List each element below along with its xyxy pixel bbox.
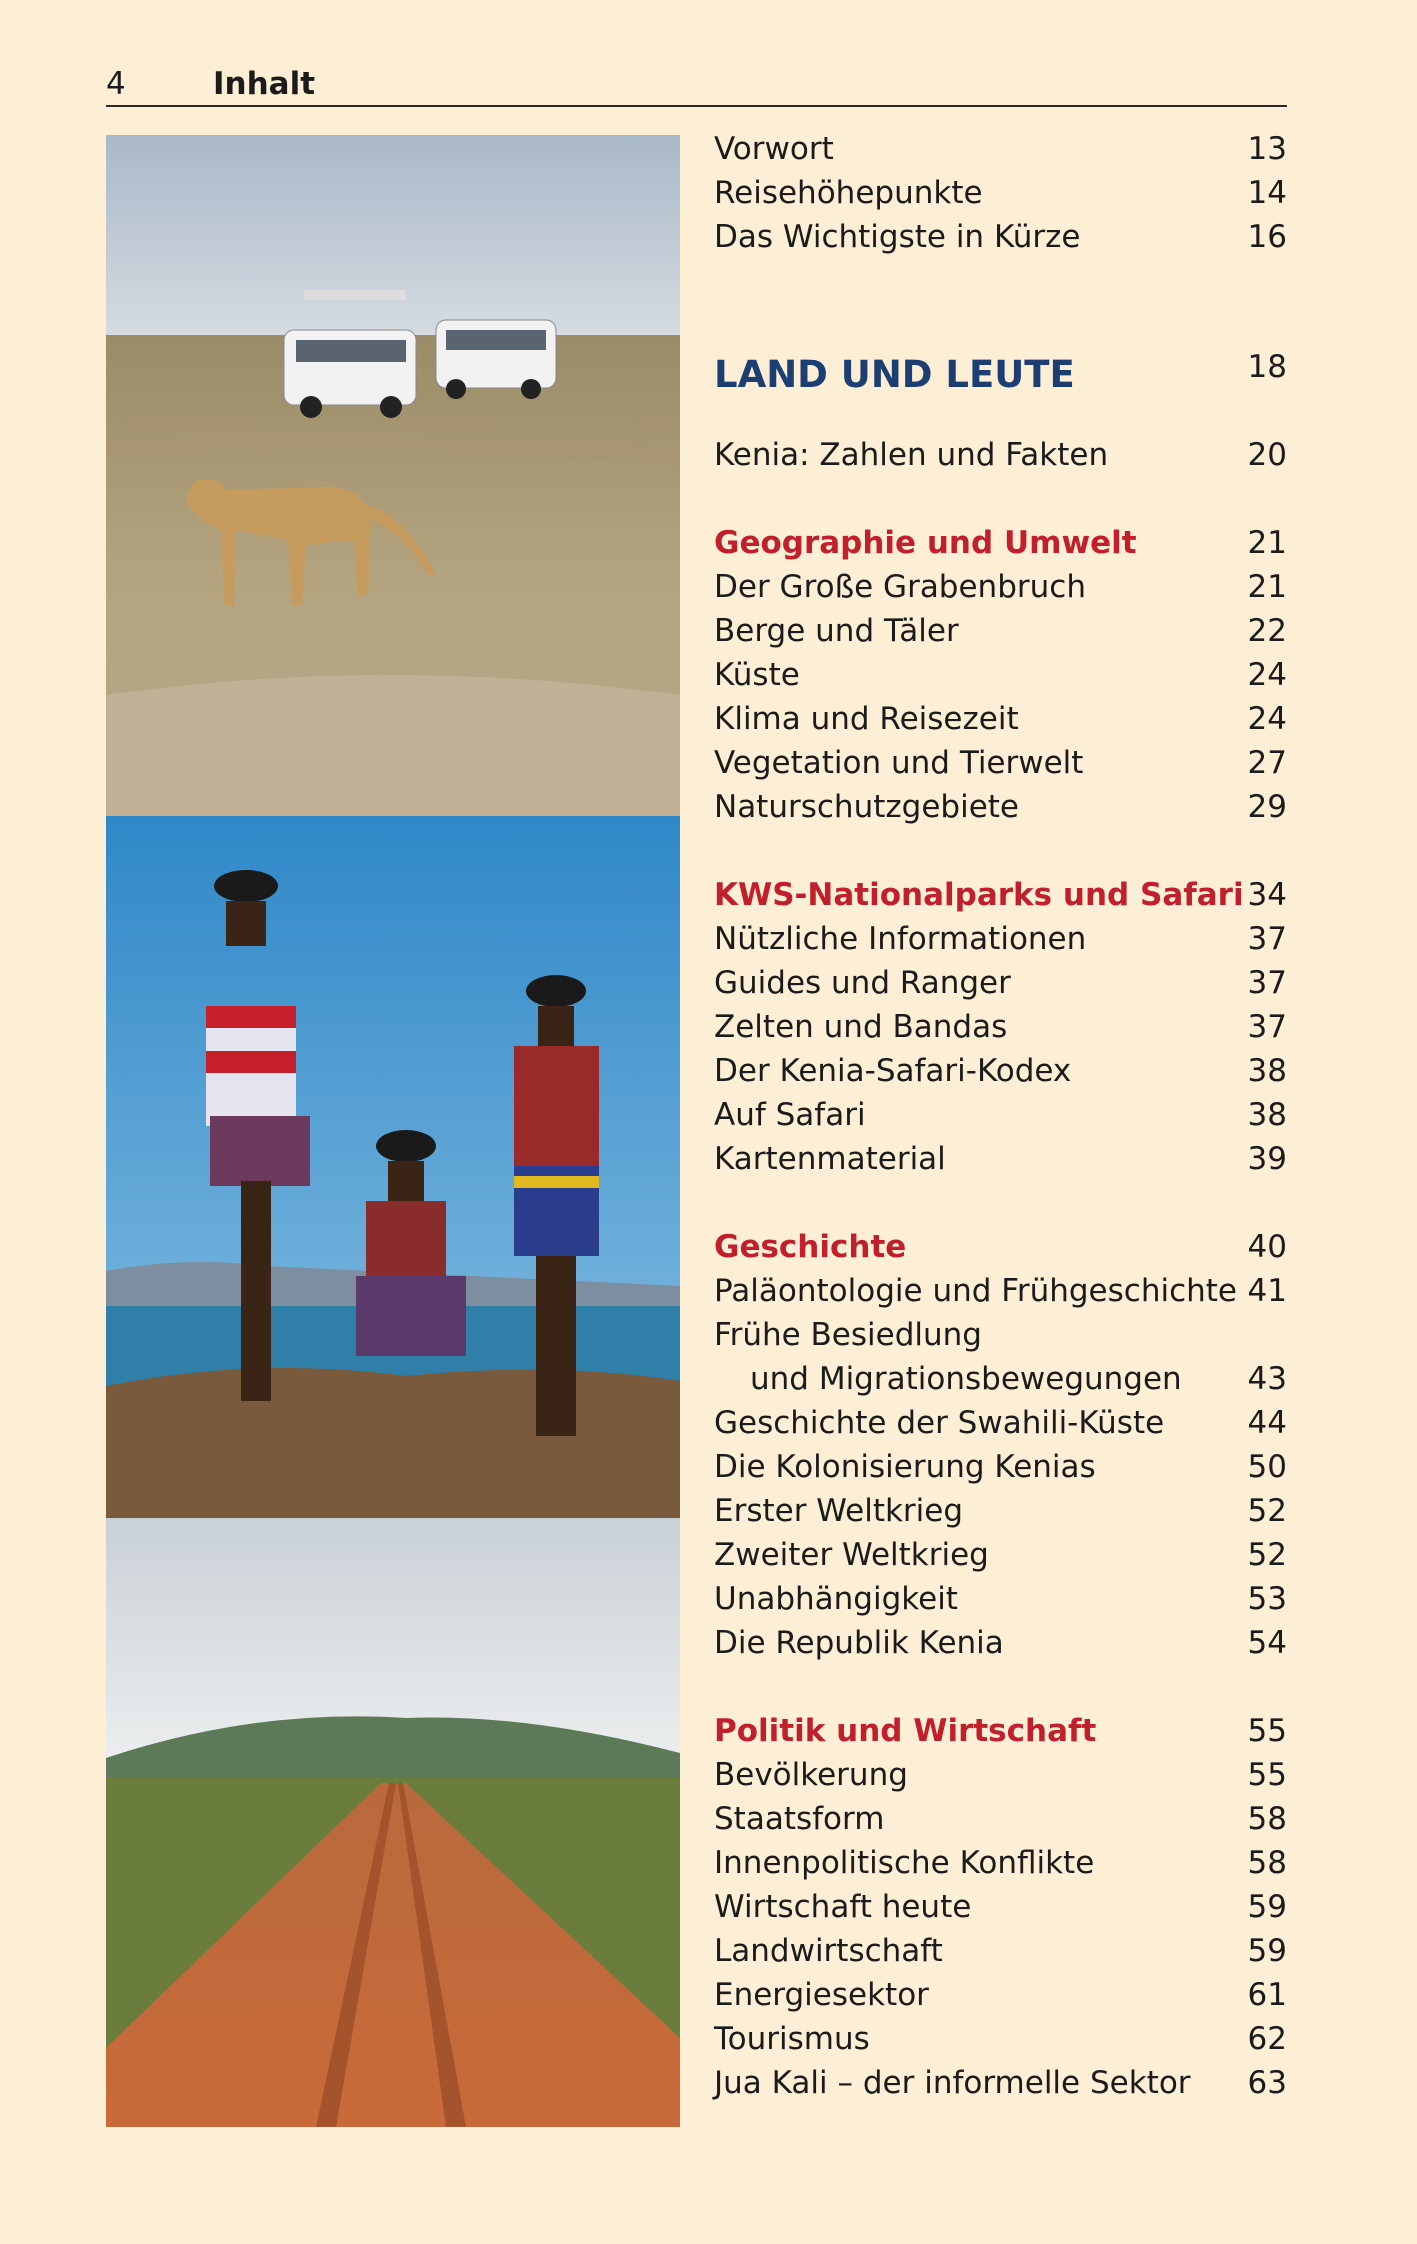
toc-entry-page: 29 <box>1247 789 1287 825</box>
toc-entry[interactable] <box>714 2061 1287 2105</box>
toc-entry[interactable] <box>714 917 1287 961</box>
toc-entry[interactable] <box>714 1401 1287 1445</box>
toc-entry-title: Energiesektor <box>714 1977 929 2013</box>
toc-entry-page: 54 <box>1247 1625 1287 1661</box>
chapter-title: LAND UND LEUTE <box>714 353 1075 396</box>
toc-entry-page: 61 <box>1247 1977 1287 2013</box>
toc-entry-title: Wirtschaft heute <box>714 1889 972 1925</box>
toc-entry[interactable] <box>714 1797 1287 1841</box>
toc-entry[interactable] <box>714 1533 1287 1577</box>
toc-entry-title: Zelten und Bandas <box>714 1009 1008 1045</box>
toc-entry[interactable] <box>714 433 1287 477</box>
toc-entry-title: Der Große Grabenbruch <box>714 569 1086 605</box>
safari-vans-lioness-photo <box>106 135 680 816</box>
section-title: Geschichte <box>714 1229 907 1265</box>
toc-entry-title: Küste <box>714 657 800 693</box>
toc-entry-page: 58 <box>1247 1801 1287 1837</box>
toc-entry-title: Innenpolitische Konflikte <box>714 1845 1095 1881</box>
toc-entry[interactable] <box>714 961 1287 1005</box>
section-heading[interactable] <box>714 873 1287 917</box>
toc-entry[interactable] <box>714 1885 1287 1929</box>
toc-entry-page: 21 <box>1247 569 1287 605</box>
toc-entry-page: 62 <box>1247 2021 1287 2057</box>
toc-entry[interactable] <box>714 1973 1287 2017</box>
toc-entry-title: Staatsform <box>714 1801 885 1837</box>
toc-entry[interactable] <box>714 1357 1287 1401</box>
header-divider <box>106 105 1287 107</box>
section-page: 21 <box>1247 525 1287 561</box>
toc-entry-page: 22 <box>1247 613 1287 649</box>
toc-entry-page: 44 <box>1247 1405 1287 1441</box>
toc-entry-title: Der Kenia-Safari-Kodex <box>714 1053 1072 1089</box>
toc-entry-page: 37 <box>1247 1009 1287 1045</box>
toc-entry-page: 13 <box>1247 131 1287 167</box>
toc-entry-title: Paläontologie und Frühgeschichte <box>714 1273 1238 1309</box>
toc-entry-title: Klima und Reisezeit <box>714 701 1019 737</box>
toc-entry-title: Zweiter Weltkrieg <box>714 1537 989 1573</box>
toc-entry[interactable] <box>714 1489 1287 1533</box>
toc-entry-page: 37 <box>1247 921 1287 957</box>
toc-entry[interactable] <box>714 1929 1287 1973</box>
toc-entry-title: Bevölkerung <box>714 1757 908 1793</box>
toc-entry-title: Erster Weltkrieg <box>714 1493 964 1529</box>
toc-entry[interactable] <box>714 1137 1287 1181</box>
toc-entry-page: 59 <box>1247 1889 1287 1925</box>
tribesmen-lake-photo <box>106 816 680 1518</box>
toc-entry-page: 52 <box>1247 1537 1287 1573</box>
toc-entry-page: 24 <box>1247 701 1287 737</box>
toc-entry[interactable] <box>714 1445 1287 1489</box>
toc-entry-title: Reisehöhepunkte <box>714 175 983 211</box>
toc-entry-page: 24 <box>1247 657 1287 693</box>
toc-entry-page: 20 <box>1247 437 1287 473</box>
toc-entry[interactable] <box>714 1269 1287 1313</box>
toc-entry-title: Geschichte der Swahili-Küste <box>714 1405 1165 1441</box>
toc-entry-title: Naturschutzgebiete <box>714 789 1019 825</box>
toc-entry-page: 27 <box>1247 745 1287 781</box>
toc-entry-page: 38 <box>1247 1097 1287 1133</box>
page-header <box>106 64 1286 104</box>
toc-entry-page: 14 <box>1247 175 1287 211</box>
toc-entry[interactable] <box>714 1753 1287 1797</box>
toc-entry[interactable] <box>714 609 1287 653</box>
toc-entry-page: 63 <box>1247 2065 1287 2101</box>
header-title: Inhalt <box>213 66 316 102</box>
toc-entry-page: 43 <box>1247 1361 1287 1397</box>
toc-entry[interactable] <box>714 1005 1287 1049</box>
toc-entry-title: Die Republik Kenia <box>714 1625 1004 1661</box>
section-page: 40 <box>1247 1229 1287 1265</box>
toc-entry-title: Frühe Besiedlung <box>714 1317 982 1353</box>
toc-entry-title: Vorwort <box>714 131 834 167</box>
section-page: 55 <box>1247 1713 1287 1749</box>
toc-entry[interactable] <box>714 565 1287 609</box>
toc-entry-title: Vegetation und Tierwelt <box>714 745 1084 781</box>
section-heading[interactable] <box>714 1709 1287 1753</box>
toc-entry[interactable] <box>714 1313 1287 1357</box>
section-page: 34 <box>1247 877 1287 913</box>
toc-entry[interactable] <box>714 2017 1287 2061</box>
toc-entry-page: 55 <box>1247 1757 1287 1793</box>
toc-entry-title: Auf Safari <box>714 1097 866 1133</box>
section-title: Politik und Wirtschaft <box>714 1713 1097 1749</box>
chapter-page: 18 <box>1247 349 1287 385</box>
toc-entry-page: 39 <box>1247 1141 1287 1177</box>
chapter-heading[interactable] <box>714 349 1287 401</box>
toc-entry-page: 16 <box>1247 219 1287 255</box>
toc-entry[interactable] <box>714 697 1287 741</box>
toc-entry-title: Jua Kali – der informelle Sektor <box>714 2065 1191 2101</box>
section-title: KWS-Nationalparks und Safari <box>714 877 1244 913</box>
section-heading[interactable] <box>714 521 1287 565</box>
toc-entry-page: 37 <box>1247 965 1287 1001</box>
toc-entry-title: Nützliche Informationen <box>714 921 1087 957</box>
toc-entry-title: und Migrationsbewegungen <box>750 1361 1182 1397</box>
red-dirt-road-photo <box>106 1518 680 2127</box>
toc-entry-page: 38 <box>1247 1053 1287 1089</box>
toc-entry-title: Kartenmaterial <box>714 1141 946 1177</box>
toc-entry-page: 53 <box>1247 1581 1287 1617</box>
toc-entry-page: 59 <box>1247 1933 1287 1969</box>
toc-entry-title: Berge und Täler <box>714 613 959 649</box>
toc-entry[interactable] <box>714 171 1287 215</box>
toc-entry-page: 41 <box>1247 1273 1287 1309</box>
toc-entry[interactable] <box>714 785 1287 829</box>
section-title: Geographie und Umwelt <box>714 525 1137 561</box>
page-number: 4 <box>106 66 126 102</box>
section-heading[interactable] <box>714 1225 1287 1269</box>
toc-entry[interactable] <box>714 1049 1287 1093</box>
toc-entry-title: Landwirtschaft <box>714 1933 943 1969</box>
toc-entry-title: Kenia: Zahlen und Fakten <box>714 437 1109 473</box>
toc-entry-page: 50 <box>1247 1449 1287 1485</box>
toc-entry-title: Guides und Ranger <box>714 965 1011 1001</box>
toc-entry-title: Unabhängigkeit <box>714 1581 958 1617</box>
toc-entry-page: 52 <box>1247 1493 1287 1529</box>
toc-entry-title: Tourismus <box>714 2021 870 2057</box>
toc-entry-title: Die Kolonisierung Kenias <box>714 1449 1096 1485</box>
toc-entry-page: 58 <box>1247 1845 1287 1881</box>
toc-entry[interactable] <box>714 1577 1287 1621</box>
toc-entry[interactable] <box>714 741 1287 785</box>
toc-entry-title: Das Wichtigste in Kürze <box>714 219 1081 255</box>
toc-entry[interactable] <box>714 1841 1287 1885</box>
toc-entry[interactable] <box>714 1093 1287 1137</box>
toc-entry[interactable] <box>714 653 1287 697</box>
toc-entry[interactable] <box>714 127 1287 171</box>
toc-entry[interactable] <box>714 215 1287 259</box>
toc-entry[interactable] <box>714 1621 1287 1665</box>
